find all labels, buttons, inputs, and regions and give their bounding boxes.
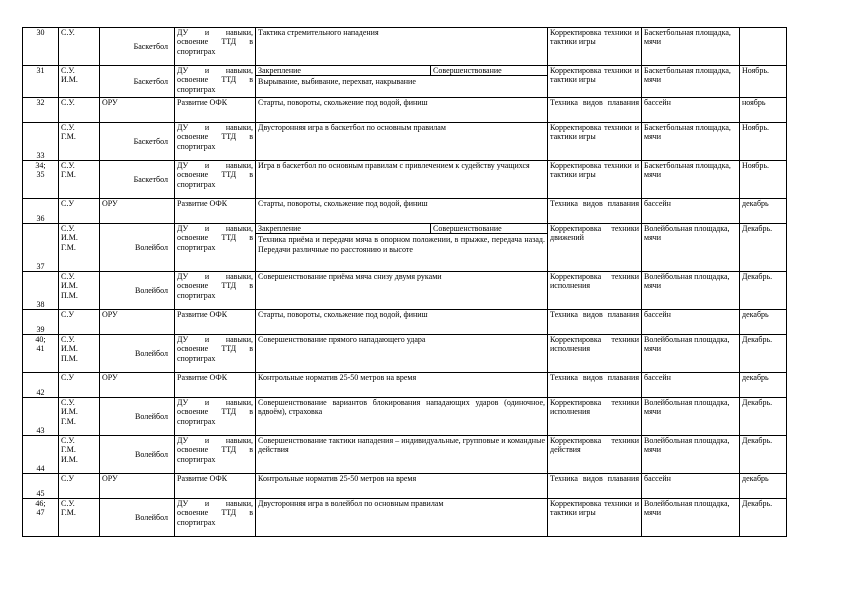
- lesson-type: Развитие ОФК: [175, 98, 256, 123]
- table-row: [23, 28, 787, 66]
- table-row: [23, 335, 787, 373]
- sport-name: Волейбол: [100, 398, 175, 436]
- lesson-month: Декабрь.: [740, 224, 787, 272]
- lesson-equipment: бассейн: [642, 474, 740, 499]
- lesson-month: Декабрь.: [740, 436, 787, 474]
- lesson-equipment: бассейн: [642, 373, 740, 398]
- sport-name: ОРУ: [100, 474, 175, 499]
- lesson-topic: Игра в баскетбол по основным правилам с привлечением к судейству учащихся: [258, 161, 530, 170]
- teacher-initials: С.У. И.М. П.М.: [59, 272, 100, 310]
- lesson-number-cell: [23, 335, 59, 373]
- lesson-equipment: Баскетбольная площадка, мячи: [642, 123, 740, 161]
- lesson-equipment: Волейбольная площадка, мячи: [642, 272, 740, 310]
- lesson-month: декабрь: [740, 474, 787, 499]
- lesson-task: Техника видов плавания: [548, 98, 642, 123]
- lesson-number: 43: [36, 425, 45, 435]
- lesson-type: Развитие ОФК: [175, 199, 256, 224]
- table-row: [23, 373, 787, 398]
- teacher-initials: С.У: [59, 310, 100, 335]
- table-row: [23, 310, 787, 335]
- lesson-topic-cell: [256, 161, 548, 199]
- lesson-type: ДУ и навыки, освоение ТТД в спортиграх: [175, 123, 256, 161]
- lesson-number-cell: [23, 436, 59, 474]
- lesson-topic-cell: [256, 373, 548, 398]
- lesson-topic-cell: [256, 28, 548, 66]
- subheader-improvement: Совершенствование: [433, 66, 502, 75]
- lesson-task: Корректировка техники и тактики игры: [548, 66, 642, 98]
- lesson-task: Техника видов плавания: [548, 373, 642, 398]
- lesson-type: Развитие ОФК: [175, 373, 256, 398]
- lesson-topic: Старты, повороты, скольжение под водой, финиш: [258, 310, 428, 319]
- table-row: [23, 499, 787, 537]
- lesson-type: Развитие ОФК: [175, 310, 256, 335]
- lesson-topic-cell: [256, 398, 548, 436]
- lesson-topic-cell: [256, 499, 548, 537]
- subheader-consolidation: Закрепление: [256, 224, 431, 233]
- lesson-topic-cell: [256, 98, 548, 123]
- lesson-task: Корректировка техники и тактики игры: [548, 161, 642, 199]
- lesson-number-cell: [23, 272, 59, 310]
- teacher-initials: С.У. И.М. Г.М.: [59, 224, 100, 272]
- table-body: [23, 28, 787, 537]
- teacher-initials: С.У.: [59, 28, 100, 66]
- lesson-topic: Тактика стремительного нападения: [258, 28, 379, 37]
- lesson-number: 31: [36, 66, 45, 75]
- lesson-equipment: Волейбольная площадка, мячи: [642, 335, 740, 373]
- lesson-number: 46; 47: [35, 499, 46, 518]
- lesson-number-cell: [23, 28, 59, 66]
- subheader-improvement: Совершенствование: [433, 224, 502, 233]
- table-row: [23, 398, 787, 436]
- lesson-task: Корректировка техники движений: [548, 224, 642, 272]
- lesson-type: ДУ и навыки, освоение ТТД в спортиграх: [175, 28, 256, 66]
- teacher-initials: С.У. Г.М.: [59, 123, 100, 161]
- lesson-equipment: Волейбольная площадка, мячи: [642, 224, 740, 272]
- lesson-task: Корректировка техники исполнения: [548, 272, 642, 310]
- sport-name: Баскетбол: [100, 66, 175, 98]
- lesson-topic-cell: [256, 310, 548, 335]
- table-row: [23, 123, 787, 161]
- lesson-number-cell: [23, 398, 59, 436]
- teacher-initials: С.У: [59, 199, 100, 224]
- table-row: [23, 98, 787, 123]
- lesson-number: 42: [36, 387, 45, 397]
- lesson-number-cell: [23, 199, 59, 224]
- teacher-initials: С.У. И.М. П.М.: [59, 335, 100, 373]
- lesson-month: ноябрь: [740, 98, 787, 123]
- lesson-equipment: Баскетбольная площадка, мячи: [642, 28, 740, 66]
- lesson-number: 33: [36, 150, 45, 160]
- lesson-equipment: бассейн: [642, 310, 740, 335]
- sport-name: Баскетбол: [100, 123, 175, 161]
- lesson-month: Декабрь.: [740, 499, 787, 537]
- lesson-number-cell: [23, 373, 59, 398]
- lesson-task: Корректировка техники и тактики игры: [548, 28, 642, 66]
- sport-name: Баскетбол: [100, 28, 175, 66]
- lesson-month: декабрь: [740, 373, 787, 398]
- lesson-number: 37: [36, 261, 45, 271]
- lesson-type: ДУ и навыки, освоение ТТД в спортиграх: [175, 272, 256, 310]
- lesson-equipment: Волейбольная площадка, мячи: [642, 398, 740, 436]
- lesson-topic-cell: [256, 199, 548, 224]
- lesson-month: Ноябрь.: [740, 123, 787, 161]
- lesson-topic: Двусторонняя игра в волейбол по основным правилам: [258, 499, 444, 508]
- topic-subheader: [256, 66, 547, 76]
- sport-name: ОРУ: [100, 373, 175, 398]
- lesson-number-cell: [23, 123, 59, 161]
- subheader-consolidation: Закрепление: [256, 66, 431, 75]
- lesson-topic: Старты, повороты, скольжение под водой, финиш: [258, 98, 428, 107]
- lesson-task: Техника видов плавания: [548, 474, 642, 499]
- lesson-equipment: Волейбольная площадка, мячи: [642, 436, 740, 474]
- lesson-equipment: Баскетбольная площадка, мячи: [642, 161, 740, 199]
- sport-name: Волейбол: [100, 436, 175, 474]
- teacher-initials: С.У. Г.М.: [59, 161, 100, 199]
- topic-subheader: [256, 224, 547, 234]
- lesson-number: 36: [36, 213, 45, 223]
- lesson-number-cell: [23, 224, 59, 272]
- teacher-initials: С.У. Г.М.: [59, 499, 100, 537]
- lesson-topic: Старты, повороты, скольжение под водой, финиш: [258, 199, 428, 208]
- table-row: [23, 436, 787, 474]
- lesson-topic-cell: [256, 474, 548, 499]
- lesson-equipment: бассейн: [642, 199, 740, 224]
- lesson-task: Корректировка техники исполнения: [548, 335, 642, 373]
- lesson-topic-cell: [256, 436, 548, 474]
- table-row: [23, 66, 787, 98]
- lesson-plan-table: [22, 27, 787, 537]
- lesson-month: Ноябрь.: [740, 161, 787, 199]
- lesson-number-cell: [23, 474, 59, 499]
- lesson-type: ДУ и навыки, освоение ТТД в спортиграх: [175, 499, 256, 537]
- teacher-initials: С.У. И.М. Г.М.: [59, 398, 100, 436]
- lesson-number-cell: [23, 161, 59, 199]
- lesson-number: 34; 35: [35, 161, 46, 180]
- lesson-month: Декабрь.: [740, 272, 787, 310]
- lesson-type: ДУ и навыки, освоение ТТД в спортиграх: [175, 224, 256, 272]
- lesson-topic: Совершенствование тактики нападения – индивидуальные, групповые и командные действия: [258, 436, 545, 455]
- teacher-initials: С.У: [59, 474, 100, 499]
- table-row: [23, 272, 787, 310]
- lesson-topic: Вырывание, выбивание, перехват, накрывание: [258, 77, 416, 87]
- sport-name: ОРУ: [100, 199, 175, 224]
- sport-name: Волейбол: [100, 335, 175, 373]
- lesson-equipment: Волейбольная площадка, мячи: [642, 499, 740, 537]
- sport-name: Волейбол: [100, 224, 175, 272]
- lesson-task: Корректировка техники и тактики игры: [548, 499, 642, 537]
- lesson-number: 30: [36, 28, 45, 37]
- sport-name: Баскетбол: [100, 161, 175, 199]
- lesson-topic: Совершенствование вариантов блокирования нападающих ударов (одиночное, вдвоём), страховка: [258, 398, 545, 417]
- lesson-type: Развитие ОФК: [175, 474, 256, 499]
- lesson-number-cell: [23, 310, 59, 335]
- lesson-equipment: бассейн: [642, 98, 740, 123]
- table-row: [23, 224, 787, 272]
- lesson-task: Корректировка техники исполнения: [548, 398, 642, 436]
- lesson-topic-cell: [256, 272, 548, 310]
- lesson-number: 38: [36, 299, 45, 309]
- table-row: [23, 474, 787, 499]
- lesson-topic: Контрольные норматив 25-50 метров на время: [258, 373, 417, 382]
- lesson-task: Корректировка техники действия: [548, 436, 642, 474]
- lesson-topic: Совершенствование приёма мяча снизу двумя руками: [258, 272, 442, 281]
- lesson-number: 32: [36, 98, 45, 107]
- lesson-number: 45: [36, 488, 45, 498]
- lesson-month: Декабрь.: [740, 335, 787, 373]
- lesson-topic-cell: [256, 123, 548, 161]
- lesson-type: ДУ и навыки, освоение ТТД в спортиграх: [175, 398, 256, 436]
- lesson-equipment: Баскетбольная площадка, мячи: [642, 66, 740, 98]
- sport-name: Волейбол: [100, 272, 175, 310]
- lesson-task: Корректировка техники и тактики игры: [548, 123, 642, 161]
- table-row: [23, 199, 787, 224]
- lesson-type: ДУ и навыки, освоение ТТД в спортиграх: [175, 161, 256, 199]
- lesson-number: 40; 41: [35, 335, 46, 354]
- sport-name: ОРУ: [100, 98, 175, 123]
- lesson-number: 44: [36, 463, 45, 473]
- lesson-topic: Техника приёма и передачи мяча в опорном положении, в прыжке, передача назад. Передачи различные по расстоянию и высоте: [258, 235, 545, 254]
- lesson-topic: Контрольные норматив 25-50 метров на время: [258, 474, 417, 483]
- lesson-topic-cell: [256, 335, 548, 373]
- teacher-initials: С.У. И.М.: [59, 66, 100, 98]
- lesson-topic-cell: [256, 66, 548, 98]
- lesson-type: ДУ и навыки, освоение ТТД в спортиграх: [175, 436, 256, 474]
- teacher-initials: С.У: [59, 373, 100, 398]
- sport-name: Волейбол: [100, 499, 175, 537]
- sport-name: ОРУ: [100, 310, 175, 335]
- lesson-month: [740, 28, 787, 66]
- teacher-initials: С.У. Г.М. И.М.: [59, 436, 100, 474]
- lesson-number-cell: [23, 66, 59, 98]
- lesson-task: Техника видов плавания: [548, 310, 642, 335]
- lesson-type: ДУ и навыки, освоение ТТД в спортиграх: [175, 66, 256, 98]
- lesson-number-cell: [23, 499, 59, 537]
- lesson-topic-cell: [256, 224, 548, 272]
- lesson-topic: Совершенствование прямого нападающего удара: [258, 335, 426, 344]
- lesson-month: Ноябрь.: [740, 66, 787, 98]
- lesson-month: Декабрь.: [740, 398, 787, 436]
- lesson-month: декабрь: [740, 310, 787, 335]
- lesson-number: 39: [36, 324, 45, 334]
- lesson-number-cell: [23, 98, 59, 123]
- lesson-task: Техника видов плавания: [548, 199, 642, 224]
- teacher-initials: С.У.: [59, 98, 100, 123]
- lesson-type: ДУ и навыки, освоение ТТД в спортиграх: [175, 335, 256, 373]
- lesson-month: декабрь: [740, 199, 787, 224]
- lesson-topic: Двусторонняя игра в баскетбол по основным правилам: [258, 123, 446, 132]
- table-row: [23, 161, 787, 199]
